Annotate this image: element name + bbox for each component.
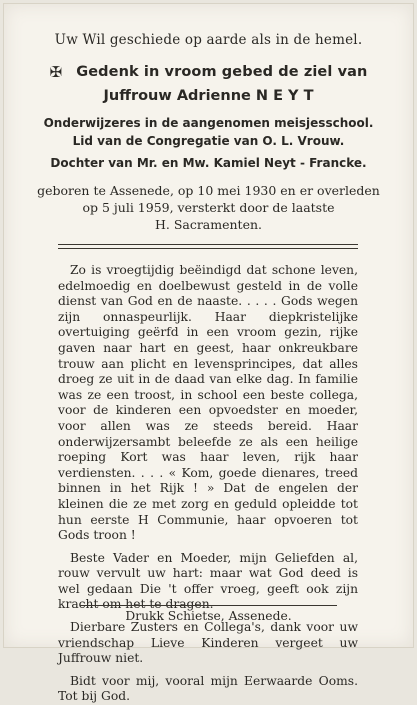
- heading-line: [0, 62, 417, 80]
- motto: Uw Wil geschiede op aarde als in de hemel.: [54, 32, 363, 48]
- paragraph-prayer: Bidt voor mij, vooral mijn Eerwaarde Ooms. Tot bij God.: [58, 673, 358, 704]
- congregation: Lid van de Congregatie van O. L. Vrouw.: [72, 134, 345, 148]
- parents: Dochter van Mr. en Mw. Kamiel Neyt - Francke.: [50, 156, 367, 170]
- role: Onderwijzeres in de aangenomen meisjesschool.: [43, 116, 374, 130]
- memorial-text: [58, 263, 358, 705]
- cross-icon: ✠: [49, 63, 63, 81]
- deceased-name: Juffrouw Adrienne N E Y T: [103, 88, 314, 104]
- printer-imprint: Drukk Schietse, Assenede.: [125, 609, 292, 623]
- birth-death-line-2: op 5 juli 1959, versterkt door de laatste: [82, 200, 335, 215]
- paragraph-parents: Beste Vader en Moeder, mijn Geliefden al, rouw vervult uw hart: maar wat God deed is wel gedaan Die 't offer vroeg, geeft ook zijn kracht om het te dragen.: [58, 550, 358, 612]
- divider-top-inner: [58, 248, 358, 249]
- divider-bottom: [80, 605, 337, 606]
- heading: Gedenk in vroom gebed de ziel van: [76, 64, 368, 80]
- birth-death-line-3: H. Sacramenten.: [154, 217, 263, 232]
- birth-death-line-1: geboren te Assenede, op 10 mei 1930 en er overleden: [37, 183, 380, 198]
- divider-top: [58, 244, 358, 245]
- paragraph-sisters: Dierbare Zusters en Collega's, dank voor uw vriendschap Lieve Kinderen vergeet uw Juffrouw niet.: [58, 620, 358, 666]
- paragraph-tribute: Zo is vroegtijdig beëindigd dat schone leven, edelmoedig en doelbewust gesteld in de volle dienst van God en de naaste. . . . . Gods wegen zijn onnaspeurlijk. Haar diepkristelijke overtuiging geërfd in een vroom gezin, rijke gaven naar hart en geest, haar onkreukbare trouw aan plicht en levensprincipes, dat alles droeg ze uit in de daad van elke dag. In familie was ze een troost, in school een beste collega, voor de kinderen een opvoedster en moeder, voor allen was ze steeds bereid. Haar onderwijzersambt beleefde ze als een heilige roeping Kort was haar leven, rijk haar verdiensten. . . . « Kom, goede dienares, treed binnen in het Rijk ! » Dat de engelen der kleinen die ze met zorg en geduld opleidde tot hun eerste H Communie, haar opvoeren tot Gods troon !: [58, 263, 358, 543]
